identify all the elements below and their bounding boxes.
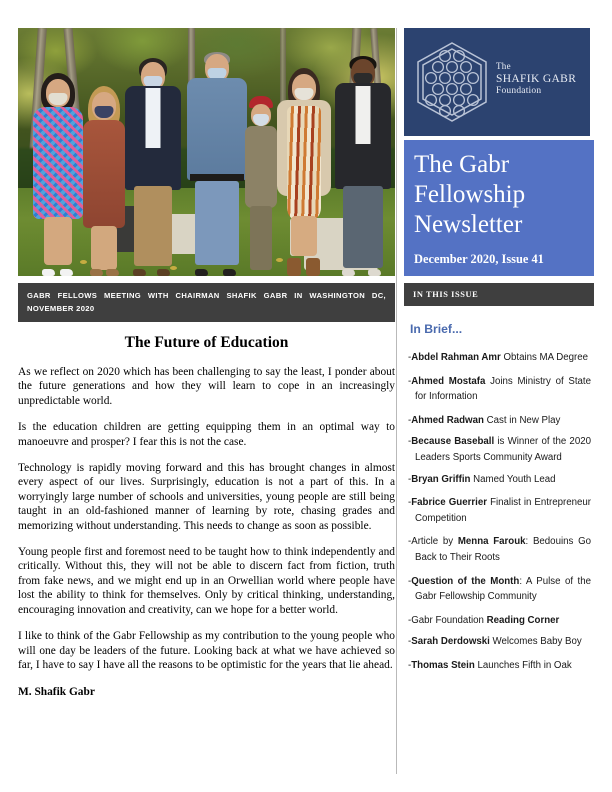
in-brief-item-prefix: Article by — [411, 536, 458, 548]
shoe — [368, 269, 381, 276]
in-brief-item-subject: Abdel Rahman Amr — [411, 352, 501, 363]
logo-line-foundation: Foundation — [496, 85, 542, 96]
right-column — [404, 28, 594, 682]
boot — [306, 258, 320, 276]
in-brief-item-detail: is Winner of the 2020 Leaders Sports Community Award — [415, 436, 591, 463]
shoe — [195, 269, 208, 276]
logo-line-the: The — [496, 61, 511, 71]
shoe — [90, 269, 103, 276]
in-brief-item-subject: Sarah Derdowski — [411, 636, 490, 648]
in-brief-item-subject: Because Baseball — [411, 436, 495, 448]
shoe — [342, 269, 355, 276]
article-paragraph: As we reflect on 2020 which has been challenging to say the least, I ponder about the future generations and how they will learn to cope in an increasingly unpredictable world. — [18, 366, 395, 407]
person-in-photo — [32, 71, 84, 276]
article-signature: M. Shafik Gabr — [18, 686, 95, 699]
foundation-logo-block — [404, 28, 590, 136]
in-brief-item[interactable] — [408, 495, 591, 526]
in-brief-item-detail: Finalist in Entrepreneur Competition — [415, 497, 591, 524]
photo-scene — [18, 28, 395, 276]
logo-line-name: SHAFIK GABR — [496, 72, 577, 85]
shoe — [42, 269, 55, 276]
foundation-logo-text — [496, 61, 576, 98]
in-brief-item[interactable] — [408, 374, 591, 405]
list-bullet: - — [408, 536, 412, 548]
in-brief-item-subject: Question of the Month — [411, 575, 520, 587]
list-bullet: - — [408, 614, 412, 626]
in-brief-item[interactable] — [408, 413, 591, 429]
in-brief-item-subject: Bryan Griffin — [411, 473, 471, 485]
left-column — [18, 28, 395, 774]
in-brief-item-subject: Menna Farouk — [457, 536, 526, 548]
in-brief-item-subject: Ahmed Mostafa — [411, 375, 486, 387]
in-brief-list — [408, 350, 591, 674]
in-brief-item-subject: Fabrice Guerrier — [411, 497, 487, 509]
article — [18, 334, 395, 698]
shoe — [60, 269, 73, 276]
in-brief-item-detail: Welcomes Baby Boy — [489, 636, 582, 648]
list-bullet: - — [408, 436, 412, 448]
in-brief-item-detail: : Bedouins Go Back to Their Roots — [415, 536, 591, 563]
torso — [83, 120, 125, 228]
legs — [343, 186, 383, 268]
in-brief-item[interactable] — [408, 658, 591, 674]
legs — [44, 217, 72, 265]
hexagon-lattice-icon — [412, 40, 492, 129]
boot — [287, 258, 301, 276]
in-brief-item-detail: Cast in New Play — [483, 414, 561, 426]
in-brief-item[interactable] — [408, 350, 591, 366]
in-brief-item-subject: Thomas Stein — [411, 659, 475, 671]
torso — [287, 106, 321, 222]
in-brief-item[interactable] — [408, 434, 591, 465]
person-in-photo — [186, 52, 248, 276]
torso — [187, 78, 247, 180]
person-in-photo — [124, 58, 182, 276]
in-brief-item-detail: Joins Ministry of State for Information — [415, 375, 591, 403]
list-bullet: - — [408, 414, 412, 426]
list-bullet: - — [408, 497, 412, 509]
in-brief-item-subject: Reading Corner — [486, 614, 560, 626]
newsletter-title: The Gabr Fellowship Newsletter — [414, 151, 526, 238]
column-divider — [396, 28, 397, 774]
shoe — [133, 269, 146, 276]
in-brief-item-detail: Obtains MA Degree — [500, 352, 589, 363]
shirt — [356, 86, 371, 144]
belt — [190, 174, 244, 181]
list-bullet: - — [408, 473, 412, 485]
in-brief-item-detail: : A Pulse of the Gabr Fellowship Community — [415, 575, 591, 603]
torso — [245, 126, 277, 208]
person-in-photo — [276, 64, 332, 276]
article-title: The Future of Education — [124, 334, 289, 351]
in-this-issue-banner: IN THIS ISSUE — [404, 283, 594, 306]
in-brief-item-detail: Named Youth Lead — [470, 473, 556, 485]
legs — [195, 181, 239, 265]
legs — [291, 216, 317, 256]
shirt — [146, 88, 161, 148]
group-photo — [18, 28, 395, 276]
photo-caption: GABR FELLOWS MEETING WITH CHAIRMAN SHAFIK GABR IN WASHINGTON DC, NOVEMBER 2020 — [18, 283, 395, 322]
list-bullet: - — [408, 352, 412, 363]
list-bullet: - — [408, 659, 412, 671]
shoe — [223, 269, 236, 276]
person-in-photo — [244, 96, 278, 276]
in-brief-item-subject: Ahmed Radwan — [411, 414, 484, 426]
person-in-photo — [81, 80, 127, 276]
in-brief-item-detail: Launches Fifth in Oak — [474, 659, 572, 671]
legs — [91, 226, 117, 270]
in-brief-item[interactable] — [408, 613, 591, 629]
in-brief-item[interactable] — [408, 534, 591, 565]
article-paragraph: I like to think of the Gabr Fellowship as my contribution to the young people who will one day be leaders of the future. Looking back at what we have achieved so far, I have to say I have all the reasons to be optimistic for the years that lie ahead. — [18, 630, 395, 671]
in-brief-heading: In Brief... — [410, 322, 463, 336]
article-paragraph: Technology is rapidly moving forward and this has brought changes in almost every aspect of our lives. Surprisingly, education is not a part of this. In a worryingly large number of schools and universities, young people are still being taught in an old-fashioned manner of learning by rote, chasing grades and memorizing without understanding. This needs to change as soon as possible. — [18, 462, 395, 532]
list-bullet: - — [408, 375, 412, 387]
list-bullet: - — [408, 575, 412, 587]
in-brief-item[interactable] — [408, 472, 591, 488]
shoe — [157, 269, 170, 276]
in-brief-item[interactable] — [408, 634, 591, 650]
in-brief-item-prefix: Gabr Foundation — [411, 614, 487, 626]
shoe — [106, 269, 119, 276]
legs — [134, 186, 172, 266]
article-paragraph: Is the education children are getting equipping them in an optimal way to manoeuvre and prosper? I fear this is not the case. — [18, 421, 395, 448]
list-bullet: - — [408, 636, 412, 648]
article-paragraph: Young people first and foremost need to be taught how to think independently and critically. Without this, they will not be able to discern fact from fiction, truth from fake news, and we might end up in an Orwellian world where people have lost the ability to think for themselves. Only by critical thinking, understanding, encouraging innovation and creativity, can we hope for a better world. — [18, 546, 395, 616]
masthead-title-block — [404, 140, 594, 276]
torso — [33, 107, 83, 219]
newsletter-issue: December 2020, Issue 41 — [414, 252, 544, 266]
legs — [250, 206, 272, 270]
person-in-photo — [334, 56, 392, 276]
in-brief-item[interactable] — [408, 574, 591, 605]
